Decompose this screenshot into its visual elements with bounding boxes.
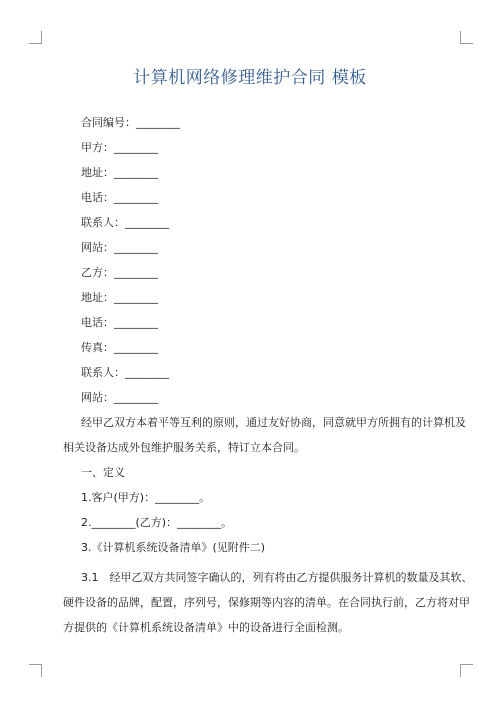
definition-3-1-line-2: 硬件设备的品牌，配置，序列号，保修期等内容的清单。在合同执行前，乙方将对甲	[63, 596, 470, 609]
page-corner-mark-top-left	[29, 31, 42, 44]
document-title: 计算机网络修理维护合同 模板	[133, 68, 367, 88]
definition-3-1-line-3: 方提供的《计算机系统设备清单》中的设备进行全面检测。	[63, 621, 349, 634]
page-corner-mark-bottom-left	[29, 664, 42, 677]
definition-3-1-line-1: 3.1 经甲乙双方共同签字确认的，列有将由乙方提供服务计算机的数量及其软、	[81, 571, 473, 584]
definition-3: 3.《计算机系统设备清单》(见附件二)	[81, 541, 266, 554]
field-party-a-address: 地址：________	[81, 166, 158, 179]
field-party-b-address: 地址：________	[81, 291, 158, 304]
field-party-b-phone: 电话：________	[81, 316, 158, 329]
field-party-b-website: 网站：________	[81, 391, 158, 404]
definition-1: 1.客户(甲方)：________。	[81, 491, 211, 504]
field-contract-number: 合同编号：________	[81, 116, 180, 129]
intro-paragraph-line-1: 经甲乙双方本着平等互利的原则，通过友好协商，同意就甲方所拥有的计算机及	[81, 416, 466, 429]
field-party-a-contact: 联系人：________	[81, 216, 169, 229]
intro-paragraph-line-2: 相关设备达成外包维护服务关系，特订立本合同。	[63, 441, 305, 454]
field-party-a: 甲方：________	[81, 141, 158, 154]
field-party-a-website: 网站：________	[81, 241, 158, 254]
definition-2: 2.________(乙方)：________。	[81, 516, 233, 529]
page-corner-mark-bottom-right	[460, 664, 473, 677]
field-party-b-fax: 传真：________	[81, 341, 158, 354]
field-party-a-phone: 电话：________	[81, 191, 158, 204]
field-party-b: 乙方：________	[81, 266, 158, 279]
field-party-b-contact: 联系人：________	[81, 366, 169, 379]
page-corner-mark-top-right	[460, 31, 473, 44]
section-heading-definitions: 一、定义	[81, 466, 125, 479]
